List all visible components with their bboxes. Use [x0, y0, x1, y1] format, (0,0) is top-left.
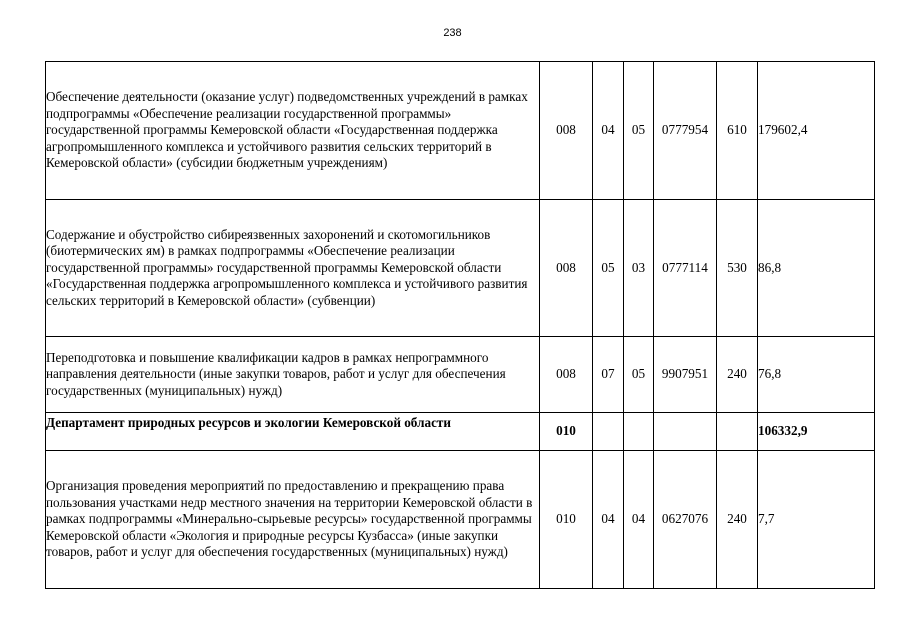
section-code: 04	[593, 62, 624, 200]
row-description: Организация проведения мероприятий по предоставлению и прекращению права пользования участками недр местного значения на территории Кемеровской области в рамках подпрограммы «Минерально-сырьевые ресурсы» государственной программы Кемеровской области «Экология и природные ресурсы Кузбасса» (иные закупки товаров, работ и услуг для обеспечения государственных (муниципальных) нужд)	[46, 451, 540, 589]
subsection-code	[624, 413, 654, 451]
page-number: 238	[443, 27, 462, 39]
target-article-code: 0627076	[654, 451, 717, 589]
ministry-code: 008	[540, 337, 593, 413]
ministry-code: 008	[540, 200, 593, 337]
target-article-code: 0777954	[654, 62, 717, 200]
table-row-department	[46, 413, 875, 451]
table-row	[46, 200, 875, 337]
ministry-code: 008	[540, 62, 593, 200]
row-description: Обеспечение деятельности (оказание услуг) подведомственных учреждений в рамках подпрограммы «Обеспечение реализации государственной программы» государственной программы Кемеровской области «Государственная поддержка агропромышленного комплекса и устойчивого развития сельских территорий в Кемеровской области» (субсидии бюджетным учреждениям)	[46, 62, 540, 200]
row-description: Содержание и обустройство сибиреязвенных захоронений и скотомогильников (биотермических ям) в рамках подпрограммы «Обеспечение реализации государственной программы» государственной программы Кемеровской области «Государственная поддержка агропромышленного комплекса и устойчивого развития сельских территорий в Кемеровской области» (субвенции)	[46, 200, 540, 337]
subsection-code: 04	[624, 451, 654, 589]
ministry-code: 010	[540, 413, 593, 451]
ministry-code: 010	[540, 451, 593, 589]
amount: 179602,4	[758, 62, 875, 200]
target-article-code: 9907951	[654, 337, 717, 413]
expense-type-code: 240	[717, 337, 758, 413]
table-row	[46, 337, 875, 413]
amount: 86,8	[758, 200, 875, 337]
amount: 106332,9	[758, 413, 875, 451]
section-code: 07	[593, 337, 624, 413]
budget-table	[45, 61, 875, 589]
subsection-code: 05	[624, 62, 654, 200]
subsection-code: 03	[624, 200, 654, 337]
amount: 7,7	[758, 451, 875, 589]
section-code: 04	[593, 451, 624, 589]
row-description: Переподготовка и повышение квалификации кадров в рамках непрограммного направления деятельности (иные закупки товаров, работ и услуг для обеспечения государственных (муниципальных) нужд)	[46, 337, 540, 413]
expense-type-code	[717, 413, 758, 451]
expense-type-code: 530	[717, 200, 758, 337]
target-article-code: 0777114	[654, 200, 717, 337]
table-row	[46, 451, 875, 589]
subsection-code: 05	[624, 337, 654, 413]
target-article-code	[654, 413, 717, 451]
table-row	[46, 62, 875, 200]
section-code	[593, 413, 624, 451]
amount: 76,8	[758, 337, 875, 413]
expense-type-code: 240	[717, 451, 758, 589]
expense-type-code: 610	[717, 62, 758, 200]
section-code: 05	[593, 200, 624, 337]
department-name: Департамент природных ресурсов и экологии Кемеровской области	[46, 413, 540, 451]
